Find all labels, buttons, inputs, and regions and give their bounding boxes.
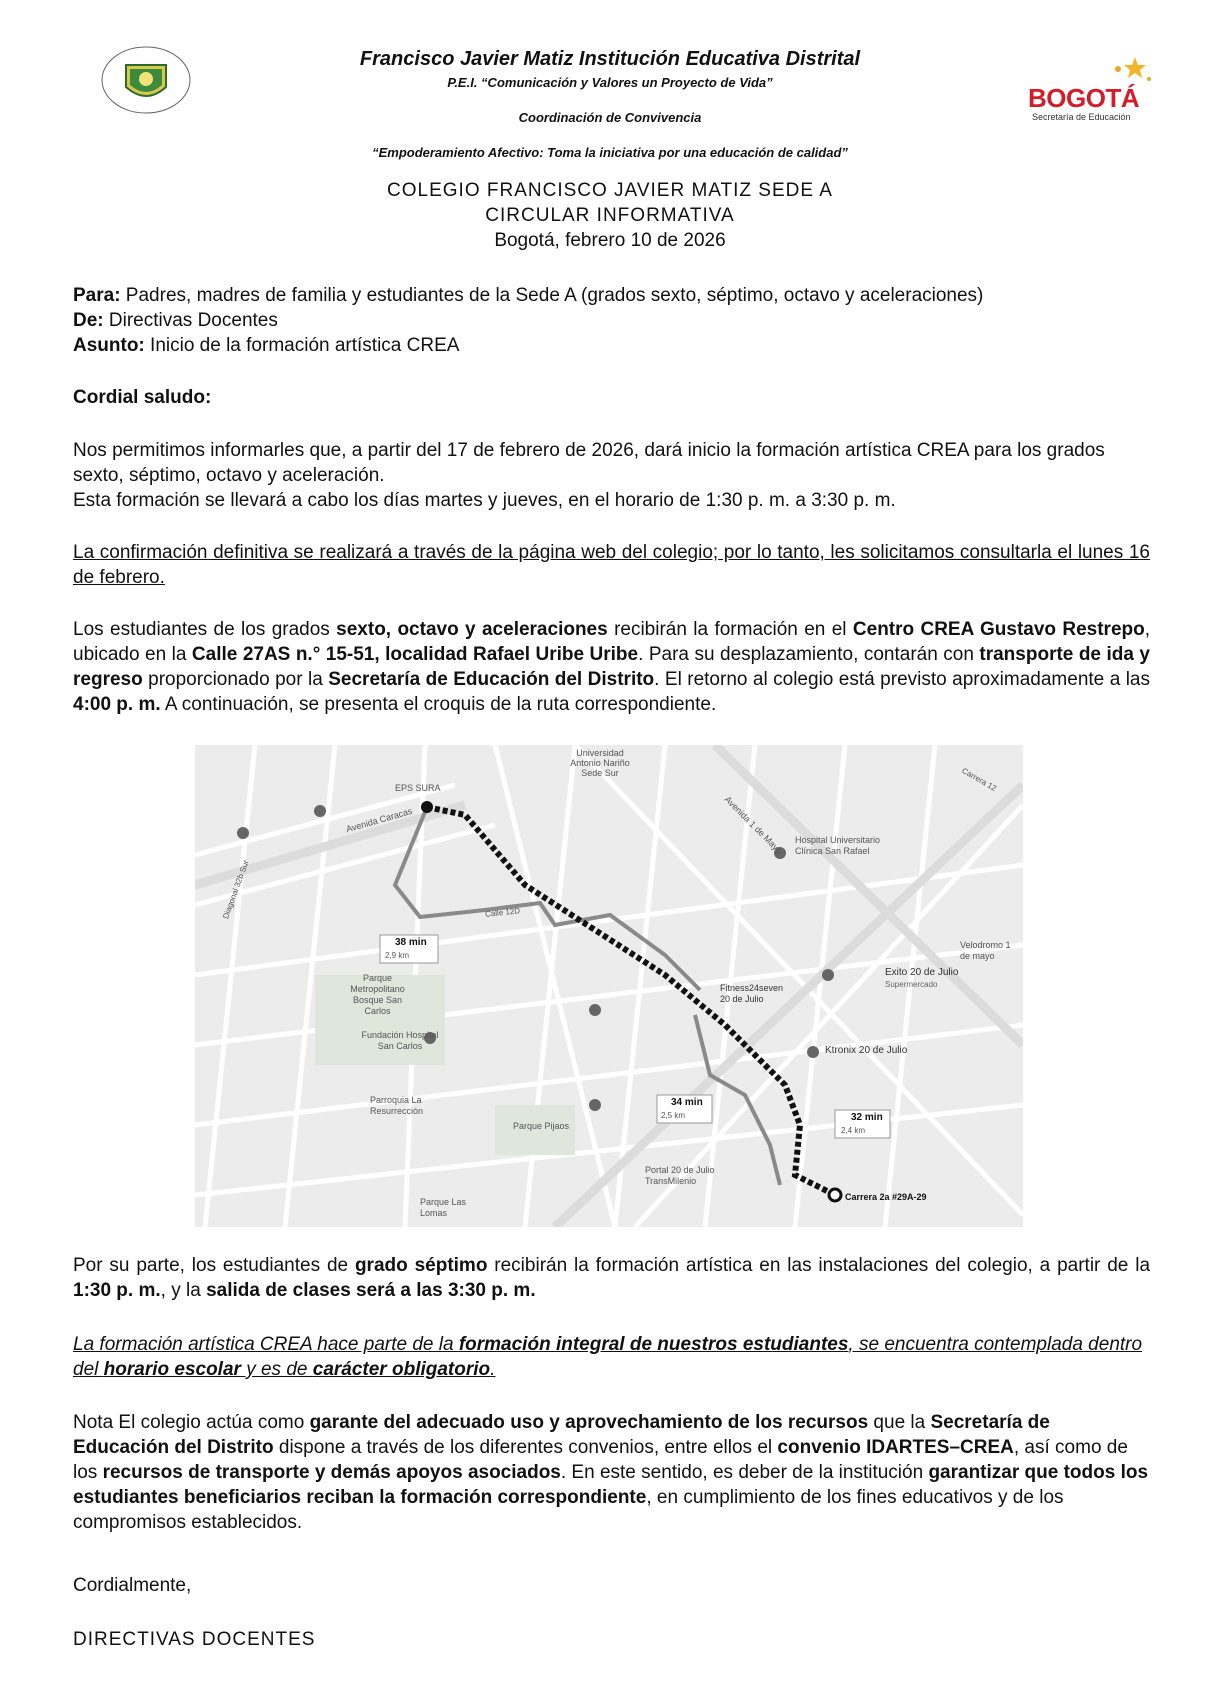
p3-t3: , ubicado en la bbox=[73, 619, 1151, 665]
p6-b1: garante del adecuado uso y aprovechamiento de los recursos bbox=[309, 1412, 869, 1433]
map-parroquia-label: Parroquia La Resurrección bbox=[370, 1095, 424, 1116]
p4-t2: recibirán la formación artística en las instalaciones del colegio, a partir de la bbox=[487, 1255, 1151, 1276]
school-name: COLEGIO FRANCISCO JAVIER MATIZ SEDE A bbox=[387, 180, 833, 201]
p5-t2: , se encuentra contemplada dentro del bbox=[73, 1334, 1143, 1380]
p3-b3: Calle 27AS n.° 15-51, localidad Rafael Uribe Uribe bbox=[191, 644, 639, 665]
map-exito-sub: Supermercado bbox=[885, 980, 938, 989]
bogota-logo bbox=[1028, 55, 1158, 125]
map-pijaos-label: Parque Pijaos bbox=[513, 1121, 570, 1131]
para-label: Para: bbox=[73, 285, 121, 306]
map-lomas-label: Parque Las Lomas bbox=[420, 1197, 467, 1218]
p3-t6: . El retorno al colegio está previsto aproximadamente a las bbox=[654, 669, 1151, 690]
p3-b5: Secretaría de Educación del Distrito bbox=[328, 669, 655, 690]
p4-b3: salida de clases será a las 3:30 p. m. bbox=[206, 1280, 536, 1301]
map-ktronix-label: Ktronix 20 de Julio bbox=[825, 1045, 908, 1056]
asunto-line bbox=[73, 333, 1150, 358]
p5-b3: carácter obligatorio bbox=[312, 1359, 491, 1380]
map-portal-label: Portal 20 de Julio TransMilenio bbox=[645, 1165, 715, 1186]
paragraph-1-line1: Nos permitimos informarles que, a partir del 17 de febrero de 2026, dará inicio la formación artística CREA para los grados sexto, séptimo, octavo y aceleración. bbox=[73, 440, 1105, 486]
p3-b1: sexto, octavo y aceleraciones bbox=[336, 619, 608, 640]
p6-t6: , en cumplimiento de los fines educativos y de los compromisos establecidos. bbox=[73, 1487, 1064, 1533]
school-title: Francisco Javier Matiz Institución Educativa Distrital bbox=[359, 48, 861, 70]
p6-t1: Nota El colegio actúa como bbox=[73, 1412, 310, 1433]
doc-date: Bogotá, febrero 10 de 2026 bbox=[494, 230, 726, 251]
map-hospital-label: Hospital Universitario Clínica San Rafael bbox=[795, 835, 881, 856]
map-exito-label: Exito 20 de Julio bbox=[885, 967, 959, 978]
coordination-line: Coordinación de Convivencia bbox=[518, 110, 702, 125]
doc-type: CIRCULAR INFORMATIVA bbox=[485, 205, 735, 226]
p3-t7: A continuación, se presenta el croquis de la ruta correspondiente. bbox=[160, 694, 717, 715]
greeting: Cordial saludo: bbox=[73, 387, 212, 408]
paragraph-4 bbox=[73, 1253, 1150, 1303]
route-2-time: 34 min bbox=[671, 1097, 703, 1108]
p5-b1: formación integral de nuestros estudiantes bbox=[458, 1334, 849, 1355]
p6-t2: que la bbox=[868, 1412, 931, 1433]
p3-t2: recibirán la formación en el bbox=[607, 619, 853, 640]
map-uni-label: Universidad Antonio Nariño Sede Sur bbox=[570, 748, 630, 778]
route-1-time: 38 min bbox=[395, 937, 427, 948]
asunto-label: Asunto: bbox=[73, 335, 145, 356]
motto-line: “Empoderamiento Afectivo: Toma la iniciativa por una educación de calidad” bbox=[372, 145, 848, 160]
closing: Cordialmente, bbox=[73, 1575, 192, 1596]
p3-b6: 4:00 p. m. bbox=[73, 694, 161, 715]
map-eps-label: EPS SURA bbox=[395, 783, 441, 793]
p3-t4: . Para su desplazamiento, contarán con bbox=[638, 644, 980, 665]
p3-t5: proporcionado por la bbox=[142, 669, 329, 690]
route-1-dist: 2,9 km bbox=[385, 951, 410, 960]
p6-t5: . En este sentido, es deber de la institución bbox=[560, 1462, 929, 1483]
route-2-dist: 2,5 km bbox=[661, 1111, 686, 1120]
p5-t3: y es de bbox=[240, 1359, 313, 1380]
map-caracas-label: Avenida Caracas bbox=[344, 805, 414, 835]
map-diag32b-label: Diagonal 32b Sur bbox=[221, 858, 251, 921]
p5-t4: . bbox=[490, 1359, 496, 1380]
map-parque-metro-label: Parque Metropolitano Bosque San Carlos bbox=[350, 973, 405, 1016]
paragraph-2: La confirmación definitiva se realizará a través de la página web del colegio; por lo tanto, les solicitamos consultarla el lunes 16 de febrero. bbox=[73, 542, 1150, 588]
signature: DIRECTIVAS DOCENTES bbox=[73, 1629, 316, 1650]
map-calle12d-label: Calle 12D bbox=[484, 906, 521, 919]
p4-b2: 1:30 p. m. bbox=[73, 1280, 161, 1301]
p5-b2: horario escolar bbox=[103, 1359, 241, 1380]
p6-t3: dispone a través de los diferentes convenios, entre ellos el bbox=[273, 1437, 778, 1458]
de-label: De: bbox=[73, 310, 104, 331]
de-value: Directivas Docentes bbox=[103, 310, 278, 331]
p3-t1: Los estudiantes de los grados bbox=[73, 619, 337, 640]
p4-t1: Por su parte, los estudiantes de bbox=[73, 1255, 355, 1276]
p6-b3: convenio IDARTES–CREA bbox=[777, 1437, 1014, 1458]
route-3-time: 32 min bbox=[851, 1112, 883, 1123]
map-velodromo-label: Velodromo 1 de mayo bbox=[960, 940, 1011, 961]
p4-t3: , y la bbox=[160, 1280, 207, 1301]
paragraph-3 bbox=[73, 617, 1150, 717]
p6-b4: recursos de transporte y demás apoyos asociados bbox=[102, 1462, 561, 1483]
para-line bbox=[73, 283, 1150, 308]
asunto-value: Inicio de la formación artística CREA bbox=[144, 335, 460, 356]
p3-b2: Centro CREA Gustavo Restrepo bbox=[852, 619, 1145, 640]
paragraph-5 bbox=[73, 1332, 1150, 1382]
map-fitness-label: Fitness24seven 20 de Julio bbox=[720, 983, 784, 1004]
paragraph-1-line2: Esta formación se llevará a cabo los días martes y jueves, en el horario de 1:30 p. m. a 3:30 p. m. bbox=[73, 490, 896, 511]
bogota-wordmark: BOGOTÁ bbox=[1028, 83, 1140, 113]
p5-t1: La formación artística CREA hace parte de la bbox=[73, 1334, 459, 1355]
star-icon bbox=[1124, 57, 1146, 78]
map-carrera12-label: Carrera 12 bbox=[960, 766, 998, 793]
pei-line: P.E.I. “Comunicación y Valores un Proyecto de Vida” bbox=[447, 75, 773, 90]
p6-b5: garantizar que todos los estudiantes beneficiarios reciban la formación correspondiente bbox=[73, 1462, 1149, 1508]
p6-b2: Secretaría de Educación del Distrito bbox=[73, 1412, 1050, 1458]
p6-t4: , así como de los bbox=[73, 1437, 1128, 1483]
bogota-subtitle: Secretaría de Educación bbox=[1032, 112, 1131, 122]
route-3-dist: 2,4 km bbox=[841, 1126, 866, 1135]
map-dest-label: Carrera 2a #29A-29 bbox=[845, 1192, 927, 1202]
map-fundacion-label: Fundación Hospital San Carlos bbox=[361, 1030, 439, 1051]
p3-b4: transporte de ida y regreso bbox=[73, 644, 1150, 690]
school-logo bbox=[100, 45, 192, 115]
paragraph-6 bbox=[73, 1410, 1150, 1535]
p4-b1: grado séptimo bbox=[354, 1255, 488, 1276]
para-value: Padres, madres de familia y estudiantes de la Sede A (grados sexto, séptimo, octavo y aceleraciones) bbox=[120, 285, 984, 306]
paragraph-1 bbox=[73, 438, 1150, 513]
route-map bbox=[195, 745, 1023, 1227]
map-primero-label: Avenida 1 de Mayo bbox=[722, 794, 785, 856]
de-line bbox=[73, 308, 1150, 333]
